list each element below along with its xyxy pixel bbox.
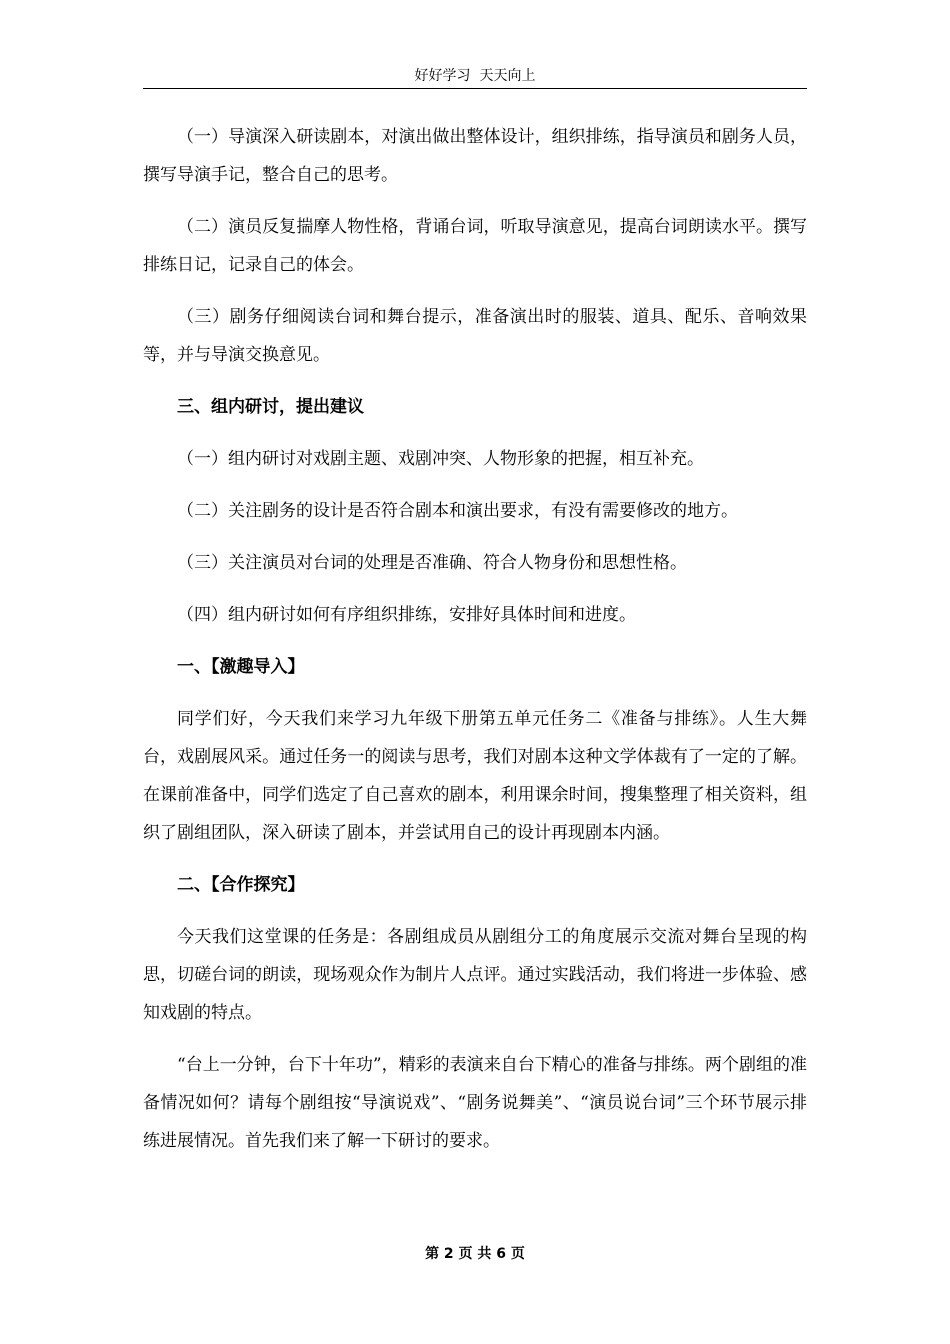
paragraph-discussion-1: （一）组内研讨对戏剧主题、戏剧冲突、人物形象的把握，相互补充。 [177, 449, 704, 469]
paragraph-actor: （二）演员反复揣摩人物性格，背诵台词，听取导演意见，提高台词朗读水平。撰写排练日记，记录自己的体会。 [143, 217, 807, 275]
page-number: 第 2 页 共 6 页 [425, 1246, 525, 1262]
paragraph-discussion-4: （四）组内研讨如何有序组织排练，安排好具体时间和进度。 [177, 605, 636, 625]
section-heading-group-discussion: 三、组内研讨，提出建议 [177, 397, 364, 417]
paragraph-intro: 同学们好，今天我们来学习九年级下册第五单元任务二《准备与排练》。人生大舞台，戏剧展风采。通过任务一的阅读与思考，我们对剧本这种文学体裁有了一定的了解。在课前准备中，同学们选定了自己喜欢的剧本，利用课余时间，搜集整理了相关资料，组织了剧组团队，深入研读了剧本，并尝试用自己的设计再现剧本内涵。 [143, 709, 807, 843]
section-heading-intro: 一、【激趣导入】 [177, 657, 305, 677]
document-body [143, 118, 807, 1174]
header-rule [143, 88, 807, 89]
paragraph-discussion-3: （三）关注演员对台词的处理是否准确、符合人物身份和思想性格。 [177, 553, 687, 573]
paragraph-rehearsal: “台上一分钟，台下十年功”，精彩的表演来自台下精心的准备与排练。两个剧组的准备情况如何？请每个剧组按“导演说戏”、“剧务说舞美”、“演员说台词”三个环节展示排练进展情况。首先我们来了解一下研讨的要求。 [143, 1055, 807, 1151]
paragraph-discussion-2: （二）关注剧务的设计是否符合剧本和演出要求，有没有需要修改的地方。 [177, 501, 738, 521]
paragraph-stagecrew: （三）剧务仔细阅读台词和舞台提示，准备演出时的服装、道具、配乐、音响效果等，并与导演交换意见。 [143, 307, 807, 365]
paragraph-director: （一）导演深入研读剧本，对演出做出整体设计，组织排练，指导演员和剧务人员，撰写导演手记，整合自己的思考。 [143, 127, 807, 185]
section-heading-cooperation: 二、【合作探究】 [177, 875, 305, 895]
paragraph-task: 今天我们这堂课的任务是：各剧组成员从剧组分工的角度展示交流对舞台呈现的构思，切磋台词的朗读，现场观众作为制片人点评。通过实践活动，我们将进一步体验、感知戏剧的特点。 [143, 927, 807, 1023]
page-header: 好好学习 天天向上 [414, 68, 536, 84]
